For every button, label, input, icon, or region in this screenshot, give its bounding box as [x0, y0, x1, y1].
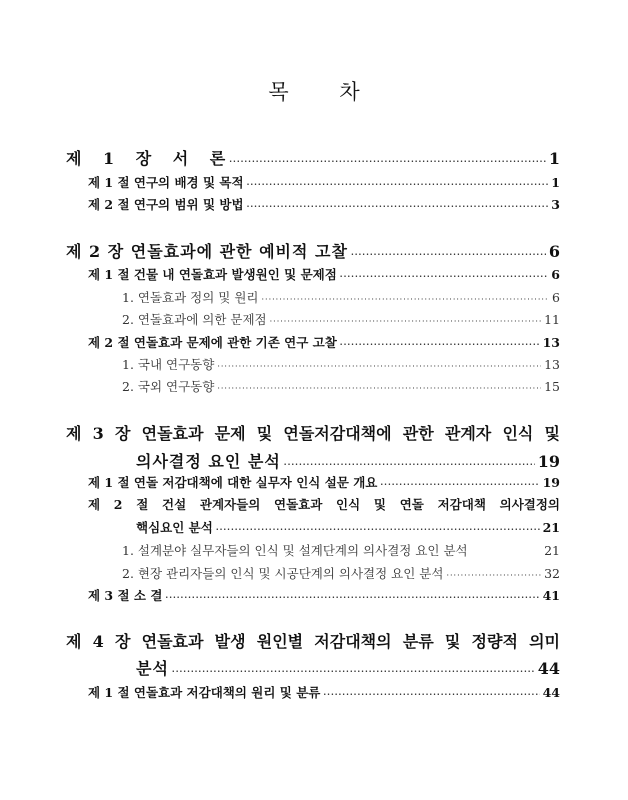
toc-entry-label: 제 2 절 연돌효과 문제에 관한 기존 연구 고찰 [88, 335, 337, 350]
toc-chapter-2[interactable] [66, 239, 560, 262]
dot-leader [380, 479, 539, 489]
toc-chapter-1[interactable] [66, 146, 560, 169]
dot-leader [262, 295, 550, 304]
toc-page-number: 41 [542, 588, 560, 603]
toc-entry-label: 분석 [136, 659, 169, 678]
toc-page-number: 13 [544, 357, 560, 372]
toc-page-number: 6 [548, 242, 560, 261]
toc-section[interactable] [88, 195, 560, 213]
toc-item[interactable] [122, 310, 560, 328]
toc-section-line-1[interactable]: 제 2 절 건설 관계자들의 연돌효과 인식 및 연돌 저감대책 의사결정의 [88, 497, 560, 512]
toc-entry-label: 1. 설계분야 실무자들의 인식 및 설계단계의 의사결정 요인 분석 [122, 543, 468, 558]
toc-page-number: 6 [552, 290, 560, 305]
dot-leader [172, 666, 535, 676]
toc-item[interactable] [122, 564, 560, 582]
toc-entry-label: 제 2 절 연구의 범위 및 방법 [88, 197, 244, 212]
toc-entry-label: 1. 국내 연구동향 [122, 357, 215, 372]
dot-leader [216, 524, 540, 534]
dot-leader [284, 459, 535, 469]
toc-chapter-3-line-2[interactable] [136, 449, 560, 472]
toc-item[interactable] [122, 288, 560, 306]
toc-page-number: 13 [542, 335, 560, 350]
toc-page-number: 15 [544, 379, 560, 394]
dot-leader [340, 271, 549, 281]
dot-leader [165, 592, 539, 602]
toc-section[interactable] [88, 265, 560, 283]
toc-page-number: 44 [537, 659, 560, 678]
toc-entry-label: 1. 연돌효과 정의 및 원리 [122, 290, 259, 305]
toc-entry-label: 제 3 절 소 결 [88, 588, 163, 603]
toc-page-number: 1 [551, 175, 560, 190]
toc-entry-label: 제 1 절 건물 내 연돌효과 발생원인 및 문제점 [88, 267, 337, 282]
toc-item[interactable] [122, 377, 560, 395]
page-title: 목 차 [268, 80, 382, 104]
toc-page-number: 19 [542, 475, 560, 490]
dot-leader [247, 179, 549, 189]
toc-entry-label: 2. 국외 연구동향 [122, 379, 215, 394]
dot-leader [323, 689, 539, 699]
toc-page-number: 1 [548, 149, 560, 168]
toc-chapter-3-line-1[interactable]: 제 3 장 연돌효과 문제 및 연돌저감대책에 관한 관계자 인식 및 [66, 424, 560, 443]
toc-entry-label: 핵심요인 분석 [136, 520, 213, 535]
dot-leader [270, 317, 541, 326]
toc-entry-label: 2. 연돌효과에 의한 문제점 [122, 312, 267, 327]
toc-page-number: 19 [537, 452, 560, 471]
dot-leader [446, 571, 541, 580]
toc-page-number: 32 [544, 566, 560, 581]
toc-page-number: 11 [544, 312, 560, 327]
toc-item[interactable] [122, 355, 560, 373]
toc-chapter-4-line-1[interactable]: 제 4 장 연돌효과 발생 원인별 저감대책의 분류 및 정량적 의미 [66, 632, 560, 651]
toc-section[interactable] [88, 586, 560, 604]
dot-leader [217, 362, 541, 371]
toc-section-line-2[interactable] [136, 518, 560, 536]
toc-entry-label: 제 1 절 연돌 저감대책에 대한 실무자 인식 설문 개요 [88, 475, 378, 490]
toc-section[interactable] [88, 683, 560, 701]
dot-leader [217, 384, 541, 393]
toc-page-number: 44 [542, 685, 560, 700]
toc-entry-label: 의사결정 요인 분석 [136, 452, 281, 471]
toc-entry-label: 2. 현장 관리자들의 인식 및 시공단계의 의사결정 요인 분석 [122, 566, 444, 581]
toc-entry-label: 제 1 절 연구의 배경 및 목적 [88, 175, 244, 190]
toc-page-number: 21 [542, 520, 560, 535]
dot-leader [229, 156, 546, 166]
toc-item[interactable] [122, 541, 560, 559]
toc-section[interactable] [88, 473, 560, 491]
toc-page-number: 3 [551, 197, 560, 212]
dot-leader [247, 201, 549, 211]
toc-entry-label: 제 1 절 연돌효과 저감대책의 원리 및 분류 [88, 685, 321, 700]
toc-entry-label: 제 1 장 서 론 [66, 149, 227, 168]
toc-page-number: 6 [551, 267, 560, 282]
toc-section[interactable] [88, 333, 560, 351]
toc-section[interactable] [88, 173, 560, 191]
dot-leader [351, 249, 546, 259]
toc-entry-label: 제 2 장 연돌효과에 관한 예비적 고찰 [66, 242, 348, 261]
dot-leader [340, 339, 540, 349]
toc-page-number: 21 [544, 543, 560, 558]
toc-chapter-4-line-2[interactable] [136, 656, 560, 679]
